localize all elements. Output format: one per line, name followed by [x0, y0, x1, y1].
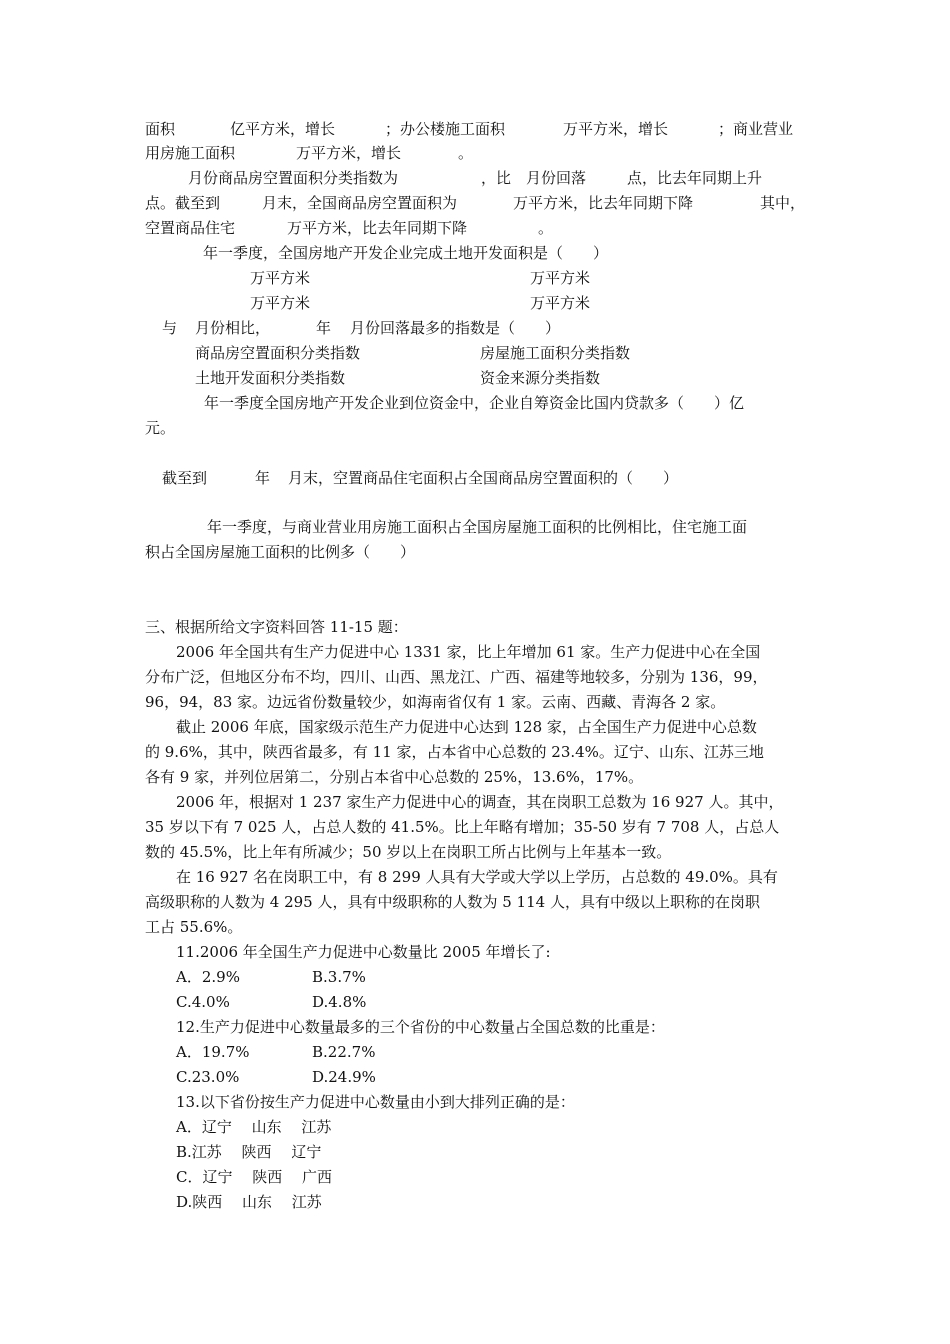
text-fragment: ，比 [481, 169, 512, 187]
text-fragment: 点。截至到 [145, 194, 221, 212]
text-fragment: 年 [255, 469, 271, 487]
answer-option: 商品房空置面积分类指数 [195, 344, 361, 362]
text-fragment: 万平方米，比去年同期下降 [513, 194, 694, 212]
text-fragment: 面积 [145, 120, 176, 138]
text-fragment: 。 [538, 219, 554, 237]
text-fragment: 与 [162, 319, 178, 337]
answer-option: 万平方米 [530, 294, 591, 312]
answer-option: A．19.7% [176, 1043, 250, 1061]
paragraph-line: 的 9.6%，其中，陕西省最多，有 11 家，占本省中心总数的 23.4%。辽宁、山东、江苏三地 [145, 743, 764, 761]
answer-option: 土地开发面积分类指数 [195, 369, 346, 387]
paragraph-line: 数的 45.5%，比上年有所减少；50 岁以上在岗职工所占比例与上年基本一致。 [145, 843, 672, 861]
answer-option: C．辽宁 陕西 广西 [176, 1168, 333, 1186]
answer-option: 万平方米 [250, 269, 311, 287]
text-fragment: 月末，全国商品房空置面积为 [262, 194, 458, 212]
answer-option: D.4.8% [312, 993, 367, 1011]
text-fragment: ；商业营业 [718, 120, 794, 138]
question-stem: 年一季度全国房地产开发企业到位资金中，企业自筹资金比国内贷款多（ ）亿 [204, 394, 745, 412]
text-fragment: 用房施工面积 [145, 144, 236, 162]
paragraph-line: 截止 2006 年底，国家级示范生产力促进中心达到 128 家，占全国生产力促进中心总数 [176, 718, 757, 736]
paragraph-line: 各有 9 家，并列位居第二，分别占本省中心总数的 25%，13.6%，17%。 [145, 768, 644, 786]
question-stem: 元。 [145, 419, 176, 437]
answer-option: A．辽宁 山东 江苏 [176, 1118, 332, 1136]
text-fragment: 空置商品住宅 [145, 219, 236, 237]
paragraph-line: 2006 年全国共有生产力促进中心 1331 家，比上年增加 61 家。生产力促进中心在全国 [176, 643, 761, 661]
paragraph-line: 96，94，83 家。边远省份数量较少，如海南省仅有 1 家。云南、西藏、青海各 2 家。 [145, 693, 726, 711]
paragraph-line: 35 岁以下有 7 025 人，占总人数的 41.5%。比上年略有增加；35-50 岁有 7 708 人，占总人 [145, 818, 780, 836]
answer-option: C.4.0% [176, 993, 230, 1011]
text-fragment: 万平方米，增长 [563, 120, 669, 138]
answer-option: 万平方米 [530, 269, 591, 287]
answer-option: 资金来源分类指数 [480, 369, 601, 387]
text-fragment: ；办公楼施工面积 [385, 120, 506, 138]
question-stem: 年一季度，全国房地产开发企业完成土地开发面积是（ ） [203, 244, 609, 262]
text-fragment: 年 [316, 319, 332, 337]
answer-option: 房屋施工面积分类指数 [480, 344, 631, 362]
text-fragment: 万平方米，增长 [296, 144, 402, 162]
text-fragment: 其中， [760, 194, 806, 212]
text-fragment: 亿平方米，增长 [230, 120, 336, 138]
paragraph-line: 分布广泛，但地区分布不均，四川、山西、黑龙江、广西、福建等地较多，分别为 136，99， [145, 668, 768, 686]
text-fragment: 月份相比， [195, 319, 271, 337]
question-stem: 11.2006 年全国生产力促进中心数量比 2005 年增长了: [176, 943, 551, 961]
text-fragment: 月份回落 [526, 169, 587, 187]
question-stem: 13.以下省份按生产力促进中心数量由小到大排列正确的是： [176, 1093, 575, 1111]
paragraph-line: 高级职称的人数为 4 295 人，具有中级职称的人数为 5 114 人，具有中级以上职称的在岗职 [145, 893, 760, 911]
paragraph-line: 2006 年，根据对 1 237 家生产力促进中心的调查，其在岗职工总数为 16 927 人。其中， [176, 793, 784, 811]
answer-option: B.22.7% [312, 1043, 376, 1061]
answer-option: B.江苏 陕西 辽宁 [176, 1143, 322, 1161]
paragraph-line: 在 16 927 名在岗职工中，有 8 299 人具有大学或大学以上学历，占总数的 49.0%。具有 [176, 868, 778, 886]
text-fragment: 万平方米，比去年同期下降 [287, 219, 468, 237]
text-fragment: 截至到 [162, 469, 208, 487]
text-fragment: 。 [458, 144, 474, 162]
answer-option: A．2.9% [176, 968, 240, 986]
question-stem: 年一季度，与商业营业用房施工面积占全国房屋施工面积的比例相比，住宅施工面 [207, 518, 748, 536]
answer-option: B.3.7% [312, 968, 366, 986]
answer-option: D.陕西 山东 江苏 [176, 1193, 322, 1211]
question-stem: 月末，空置商品住宅面积占全国商品房空置面积的（ ） [288, 469, 679, 487]
question-stem: 12.生产力促进中心数量最多的三个省份的中心数量占全国总数的比重是： [176, 1018, 665, 1036]
paragraph-line: 工占 55.6%。 [145, 918, 243, 936]
text-fragment: 月份商品房空置面积分类指数为 [188, 169, 399, 187]
question-stem: 积占全国房屋施工面积的比例多（ ） [145, 543, 416, 561]
section-heading: 三、根据所给文字资料回答 11-15 题： [145, 618, 408, 636]
answer-option: 万平方米 [250, 294, 311, 312]
answer-option: C.23.0% [176, 1068, 240, 1086]
text-fragment: 点，比去年同期上升 [627, 169, 763, 187]
question-stem: 月份回落最多的指数是（ ） [350, 319, 561, 337]
answer-option: D.24.9% [312, 1068, 376, 1086]
